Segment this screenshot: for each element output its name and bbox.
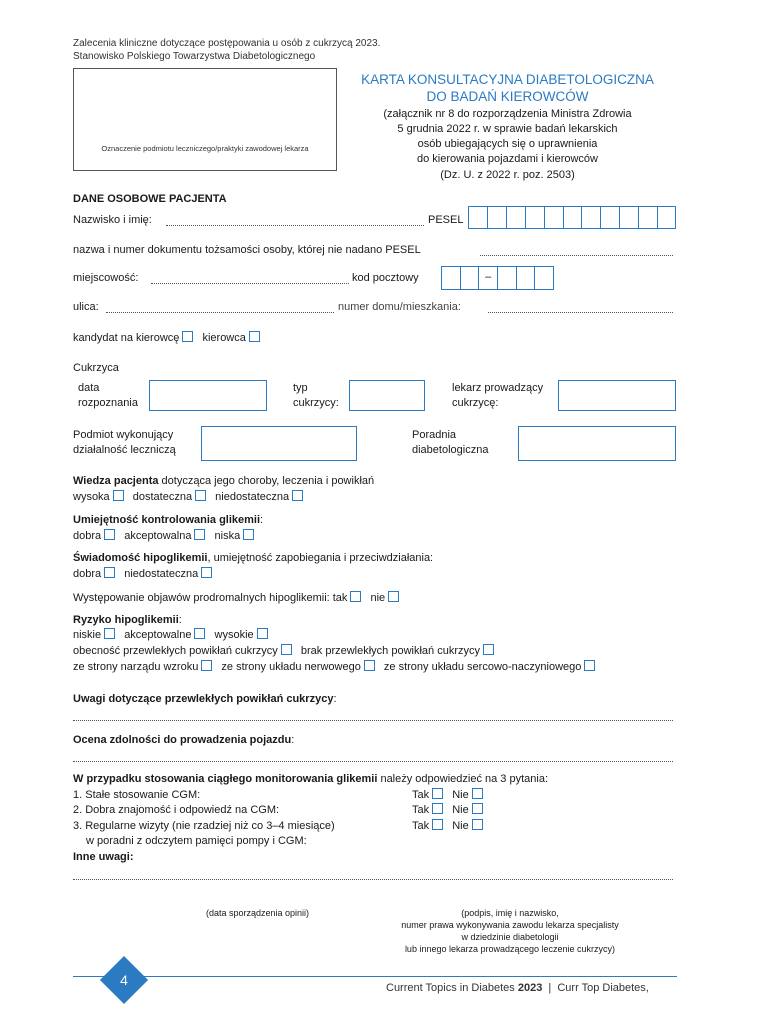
assessment-field[interactable] [73,761,673,762]
vision-checkbox[interactable] [201,660,212,671]
form-subtitle-2: 5 grudnia 2022 r. w sprawie badań lekarskich [397,123,618,135]
diabetes-heading: Cukrzyca [73,362,119,374]
risk-acceptable-checkbox[interactable] [194,628,205,639]
control-acceptable-checkbox[interactable] [194,529,205,540]
cgm-question-1: 1. Stałe stosowanie CGM: [73,789,201,801]
candidate-label: kandydat na kierowcę [73,332,180,344]
diabetes-type-label-2: cukrzycy: [293,397,339,409]
clinic-label-1: Poradnia [412,429,457,441]
footer-separator: | [548,982,552,994]
doctor-label-1: lekarz prowadzący [452,382,544,394]
candidate-checkbox[interactable] [182,331,193,342]
knowledge-high-label: wysoka [73,491,110,503]
personal-data-heading: DANE OSOBOWE PACJENTA [73,193,227,205]
clinic-field[interactable] [518,426,676,461]
city-field[interactable] [151,283,349,284]
name-label: Nazwisko i imię: [73,214,152,226]
postcode-input[interactable] [441,266,554,290]
footer-journal-name: Current Topics in Diabetes [386,982,515,994]
page-number: 4 [120,972,128,988]
form-title-line2: DO BADAŃ KIEROWCÓW [426,89,589,104]
form-title-line1: KARTA KONSULTACYJNA DIABETOLOGICZNA [361,72,654,87]
entity-label-1: Podmiot wykonujący [73,429,174,441]
risk-heading-rest: : [178,614,182,626]
complications-remarks-field[interactable] [73,720,673,721]
risk-acceptable-label: akceptowalne [124,629,192,641]
complications-present-label: obecność przewlekłych powikłań cukrzycy [73,645,278,657]
cgm-q3-yes-checkbox[interactable] [432,819,443,830]
nervous-system-checkbox[interactable] [364,660,375,671]
form-subtitle-4: do kierowania pojazdami i kierowców [417,153,598,165]
risk-options [73,628,274,642]
cgm-q1-no-checkbox[interactable] [472,788,483,799]
awareness-options [73,567,218,581]
footer-journal [386,981,649,995]
cgm-question-2: 2. Dobra znajomość i odpowiedź na CGM: [73,804,280,816]
cgm-heading-bold: W przypadku stosowania ciągłego monitorowania glikemii [73,773,378,785]
other-remarks-field[interactable] [73,879,673,880]
risk-high-checkbox[interactable] [257,628,268,639]
document-field[interactable] [480,255,673,256]
form-subtitle-1: (załącznik nr 8 do rozporządzenia Ministra Zdrowia [383,108,632,120]
driver-label: kierowca [202,332,246,344]
control-heading [73,513,263,527]
cgm-q3-no-label: Nie [452,820,469,832]
doctor-label-2: cukrzycę: [452,397,499,409]
knowledge-heading-bold: Wiedza pacjenta [73,475,159,487]
knowledge-insufficient-label: niedostateczna [215,491,290,503]
assessment-heading [73,733,294,747]
control-good-label: dobra [73,530,102,542]
awareness-good-label: dobra [73,568,102,580]
signature-caption-1: (podpis, imię i nazwisko, [461,908,559,918]
risk-low-checkbox[interactable] [104,628,115,639]
cgm-heading-rest: należy odpowiedzieć na 3 pytania: [377,773,549,785]
driver-status-row [73,331,266,345]
diagnosis-date-field[interactable] [149,380,267,411]
vision-label: ze strony narządu wzroku [73,661,199,673]
clinic-label-2: diabetologiczna [412,444,489,456]
cardiovascular-label: ze strony układu sercowo-naczyniowego [383,661,582,673]
signature-caption-4: lub innego lekarza prowadzącego leczenie cukrzycy) [404,944,616,954]
cgm-question-3-continued: w poradni z odczytem pamięci pompy i CGM: [86,835,307,847]
cgm-q3-yes-label: Tak [412,820,430,832]
risk-heading-bold: Ryzyko hipoglikemii [73,614,179,626]
cgm-q2-no-checkbox[interactable] [472,803,483,814]
prodromal-no-label: nie [370,592,386,604]
complications-remarks-heading [73,692,337,706]
complications-remarks-rest: : [333,693,337,705]
diabetes-type-field[interactable] [349,380,425,411]
cgm-q2-yes-checkbox[interactable] [432,803,443,814]
entity-label-2: działalność leczniczą [73,444,176,456]
footer-year: 2023 [517,982,543,994]
document-label: nazwa i numer dokumentu tożsamości osoby, której nie nadano PESEL [73,244,421,256]
stamp-box[interactable] [73,68,337,171]
cgm-q1-answers [412,788,489,802]
cgm-question-3: 3. Regularne wizyty (nie rzadziej niż co 3–4 miesiące) [73,820,335,832]
complications-present-checkbox[interactable] [281,644,292,655]
knowledge-sufficient-checkbox[interactable] [195,490,206,501]
knowledge-options [73,490,309,504]
awareness-insufficient-label: niedostateczna [124,568,199,580]
other-remarks-label: Inne uwagi: [73,851,134,863]
awareness-heading-rest: , umiejętność zapobiegania i przeciwdziałania: [207,552,434,564]
cgm-q3-no-checkbox[interactable] [472,819,483,830]
awareness-heading-bold: Świadomość hipoglikemii [73,552,208,564]
knowledge-heading [73,474,374,488]
control-low-label: niska [214,530,241,542]
postcode-label: kod pocztowy [352,272,419,284]
cgm-q2-no-label: Nie [452,804,469,816]
street-field[interactable] [106,312,334,313]
cgm-q1-yes-checkbox[interactable] [432,788,443,799]
city-label: miejscowość: [73,272,139,284]
pesel-input[interactable] [468,206,676,229]
cgm-q2-answers [412,803,489,817]
control-low-checkbox[interactable] [243,529,254,540]
signature-caption-3: w dziedzinie diabetologii [461,932,559,942]
complications-organs-row [73,660,601,674]
complications-remarks-bold: Uwagi dotyczące przewlekłych powikłań cukrzycy [73,693,334,705]
prodromal-no-checkbox[interactable] [388,591,399,602]
doctor-field[interactable] [558,380,676,411]
name-field[interactable] [166,225,424,226]
cardiovascular-checkbox[interactable] [584,660,595,671]
cgm-q1-yes-label: Tak [412,789,430,801]
prodromal-label: Występowanie objawów prodromalnych hipoglikemii: tak [73,592,348,604]
house-number-field[interactable] [488,312,673,313]
knowledge-heading-rest: dotycząca jego choroby, leczenia i powikłań [158,475,375,487]
prodromal-row [73,591,405,605]
knowledge-sufficient-label: dostateczna [132,491,193,503]
complications-absent-checkbox[interactable] [483,644,494,655]
complications-row [73,644,500,658]
awareness-heading [73,551,433,565]
diabetes-type-label-1: typ [293,382,308,394]
opinion-date-caption: (data sporządzenia opinii) [205,908,310,918]
diagnosis-date-label-2: rozpoznania [78,397,138,409]
risk-low-label: niskie [73,629,102,641]
footer-journal-abbr: Curr Top Diabetes, [557,982,649,994]
signature-caption-2: numer prawa wykonywania zawodu lekarza specjalisty [401,920,619,930]
entity-field[interactable] [201,426,357,461]
pesel-label: PESEL [428,214,464,226]
cgm-q1-no-label: Nie [452,789,469,801]
prodromal-yes-checkbox[interactable] [350,591,361,602]
running-header-line1: Zalecenia kliniczne dotyczące postępowania u osób z cukrzycą 2023. [73,38,381,49]
knowledge-insufficient-checkbox[interactable] [292,490,303,501]
assessment-rest: : [291,734,295,746]
footer-rule [73,976,677,977]
driver-checkbox[interactable] [249,331,260,342]
risk-high-label: wysokie [214,629,254,641]
postcode-dash: – [479,267,498,289]
diagnosis-date-label-1: data [78,382,100,394]
cgm-heading [73,772,548,786]
cgm-q3-answers [412,819,489,833]
knowledge-high-checkbox[interactable] [113,490,124,501]
stamp-box-label: Oznaczenie podmiotu leczniczego/praktyki zawodowej lekarza [101,144,309,153]
awareness-insufficient-checkbox[interactable] [201,567,212,578]
awareness-good-checkbox[interactable] [104,567,115,578]
complications-absent-label: brak przewlekłych powikłań cukrzycy [300,645,480,657]
house-number-label: numer domu/mieszkania: [338,301,461,313]
street-label: ulica: [73,301,99,313]
control-heading-bold: Umiejętność kontrolowania glikemii [73,514,261,526]
assessment-bold: Ocena zdolności do prowadzenia pojazdu [73,734,292,746]
control-heading-rest: : [260,514,264,526]
control-acceptable-label: akceptowalna [124,530,192,542]
cgm-q2-yes-label: Tak [412,804,430,816]
form-subtitle-5: (Dz. U. z 2022 r. poz. 2503) [440,169,575,181]
running-header-line2: Stanowisko Polskiego Towarzystwa Diabetologicznego [73,51,316,62]
control-options [73,529,260,543]
risk-heading [73,613,182,627]
form-subtitle-3: osób ubiegających się o uprawnienia [417,138,598,150]
control-good-checkbox[interactable] [104,529,115,540]
nervous-system-label: ze strony układu nerwowego [221,661,361,673]
